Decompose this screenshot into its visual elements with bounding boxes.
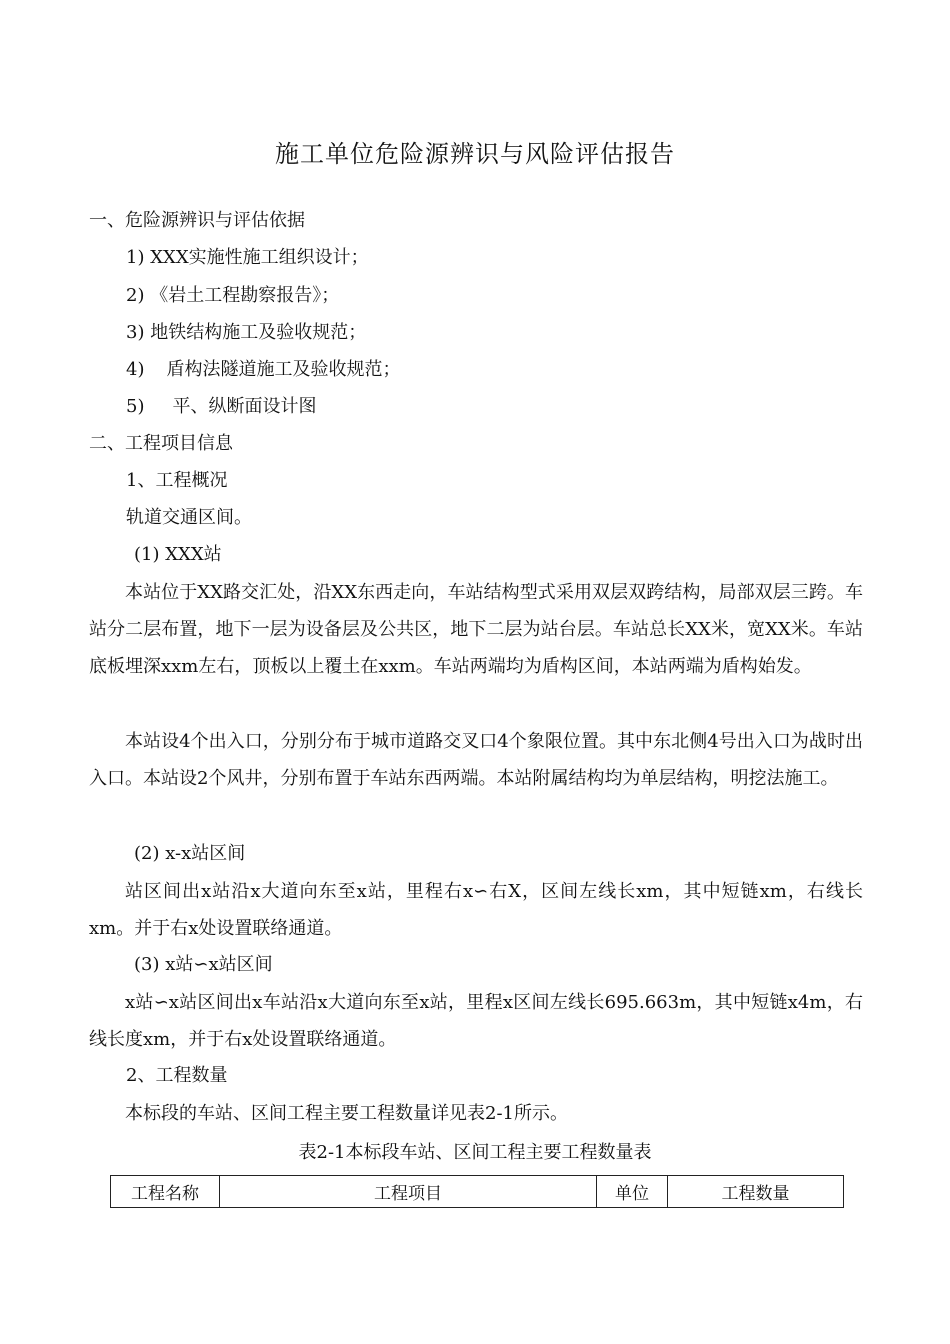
quantities-paragraph: 本标段的车站、区间工程主要工程数量详见表2-1所示。 (125, 1103, 568, 1124)
subsection-heading-overview: 1、工程概况 (126, 470, 228, 491)
interval-1-heading: (2) x-x站区间 (134, 843, 246, 864)
basis-item (126, 395, 316, 419)
table-header-cell: 工程项目 (220, 1176, 597, 1208)
item-number: 3) (126, 322, 145, 343)
basis-item (126, 358, 400, 382)
table-header-cell: 单位 (597, 1176, 668, 1208)
interval-2-paragraph: x站∽x站区间出x车站沿x大道向东至x站，里程x区间左线长695.663m，其中短链x4m，右线长度xm，并于右x处设置联络通道。 (89, 992, 863, 1050)
station-heading: (1) XXX站 (134, 544, 222, 565)
quantity-table (110, 1175, 844, 1208)
item-text: 地铁结构施工及验收规范； (150, 322, 367, 343)
table-header-cell: 工程名称 (111, 1176, 220, 1208)
overview-intro: 轨道交通区间。 (126, 507, 252, 528)
basis-item (126, 246, 369, 270)
item-number: 1) (126, 247, 145, 268)
item-number: 5) (126, 396, 145, 417)
station-paragraph-2: 本站设4个出入口，分别分布于城市道路交叉口4个象限位置。其中东北侧4号出入口为战时出入口。本站设2个风井，分别布置于车站东西两端。本站附属结构均为单层结构，明挖法施工。 (89, 731, 863, 789)
interval-2-heading: (3) x站∽x站区间 (134, 954, 273, 975)
subsection-heading-quantities: 2、工程数量 (126, 1065, 228, 1086)
basis-item (126, 321, 366, 345)
section-heading-basis: 一、危险源辨识与评估依据 (89, 210, 305, 231)
document-title: 施工单位危险源辨识与风险评估报告 (275, 140, 675, 168)
basis-item (126, 284, 339, 308)
item-text: 盾构法隧道施工及验收规范； (166, 359, 401, 380)
section-heading-project-info: 二、工程项目信息 (89, 433, 233, 454)
station-paragraph-1: 本站位于XX路交汇处，沿XX东西走向，车站结构型式采用双层双跨结构，局部双层三跨。车站分二层布置，地下一层为设备层及公共区，地下二层为站台层。车站总长XX米，宽XX米。车站底板埋深xxm左右，顶板以上覆土在xxm。车站两端均为盾构区间，本站两端为盾构始发。 (89, 582, 863, 677)
interval-1-paragraph: 站区间出x站沿x大道向东至x站，里程右x∽右X，区间左线长xm，其中短链xm，右线长xm。并于右x处设置联络通道。 (89, 881, 863, 939)
table-caption: 表2-1本标段车站、区间工程主要工程数量表 (298, 1142, 652, 1163)
item-text: 平、纵断面设计图 (172, 396, 317, 417)
item-number: 2) (126, 285, 145, 306)
item-text: 《岩土工程勘察报告》； (150, 285, 340, 306)
table-header-row (111, 1176, 844, 1208)
table-header-cell: 工程数量 (668, 1176, 844, 1208)
item-text: XXX实施性施工组织设计； (150, 247, 369, 268)
item-number: 4) (126, 359, 145, 380)
